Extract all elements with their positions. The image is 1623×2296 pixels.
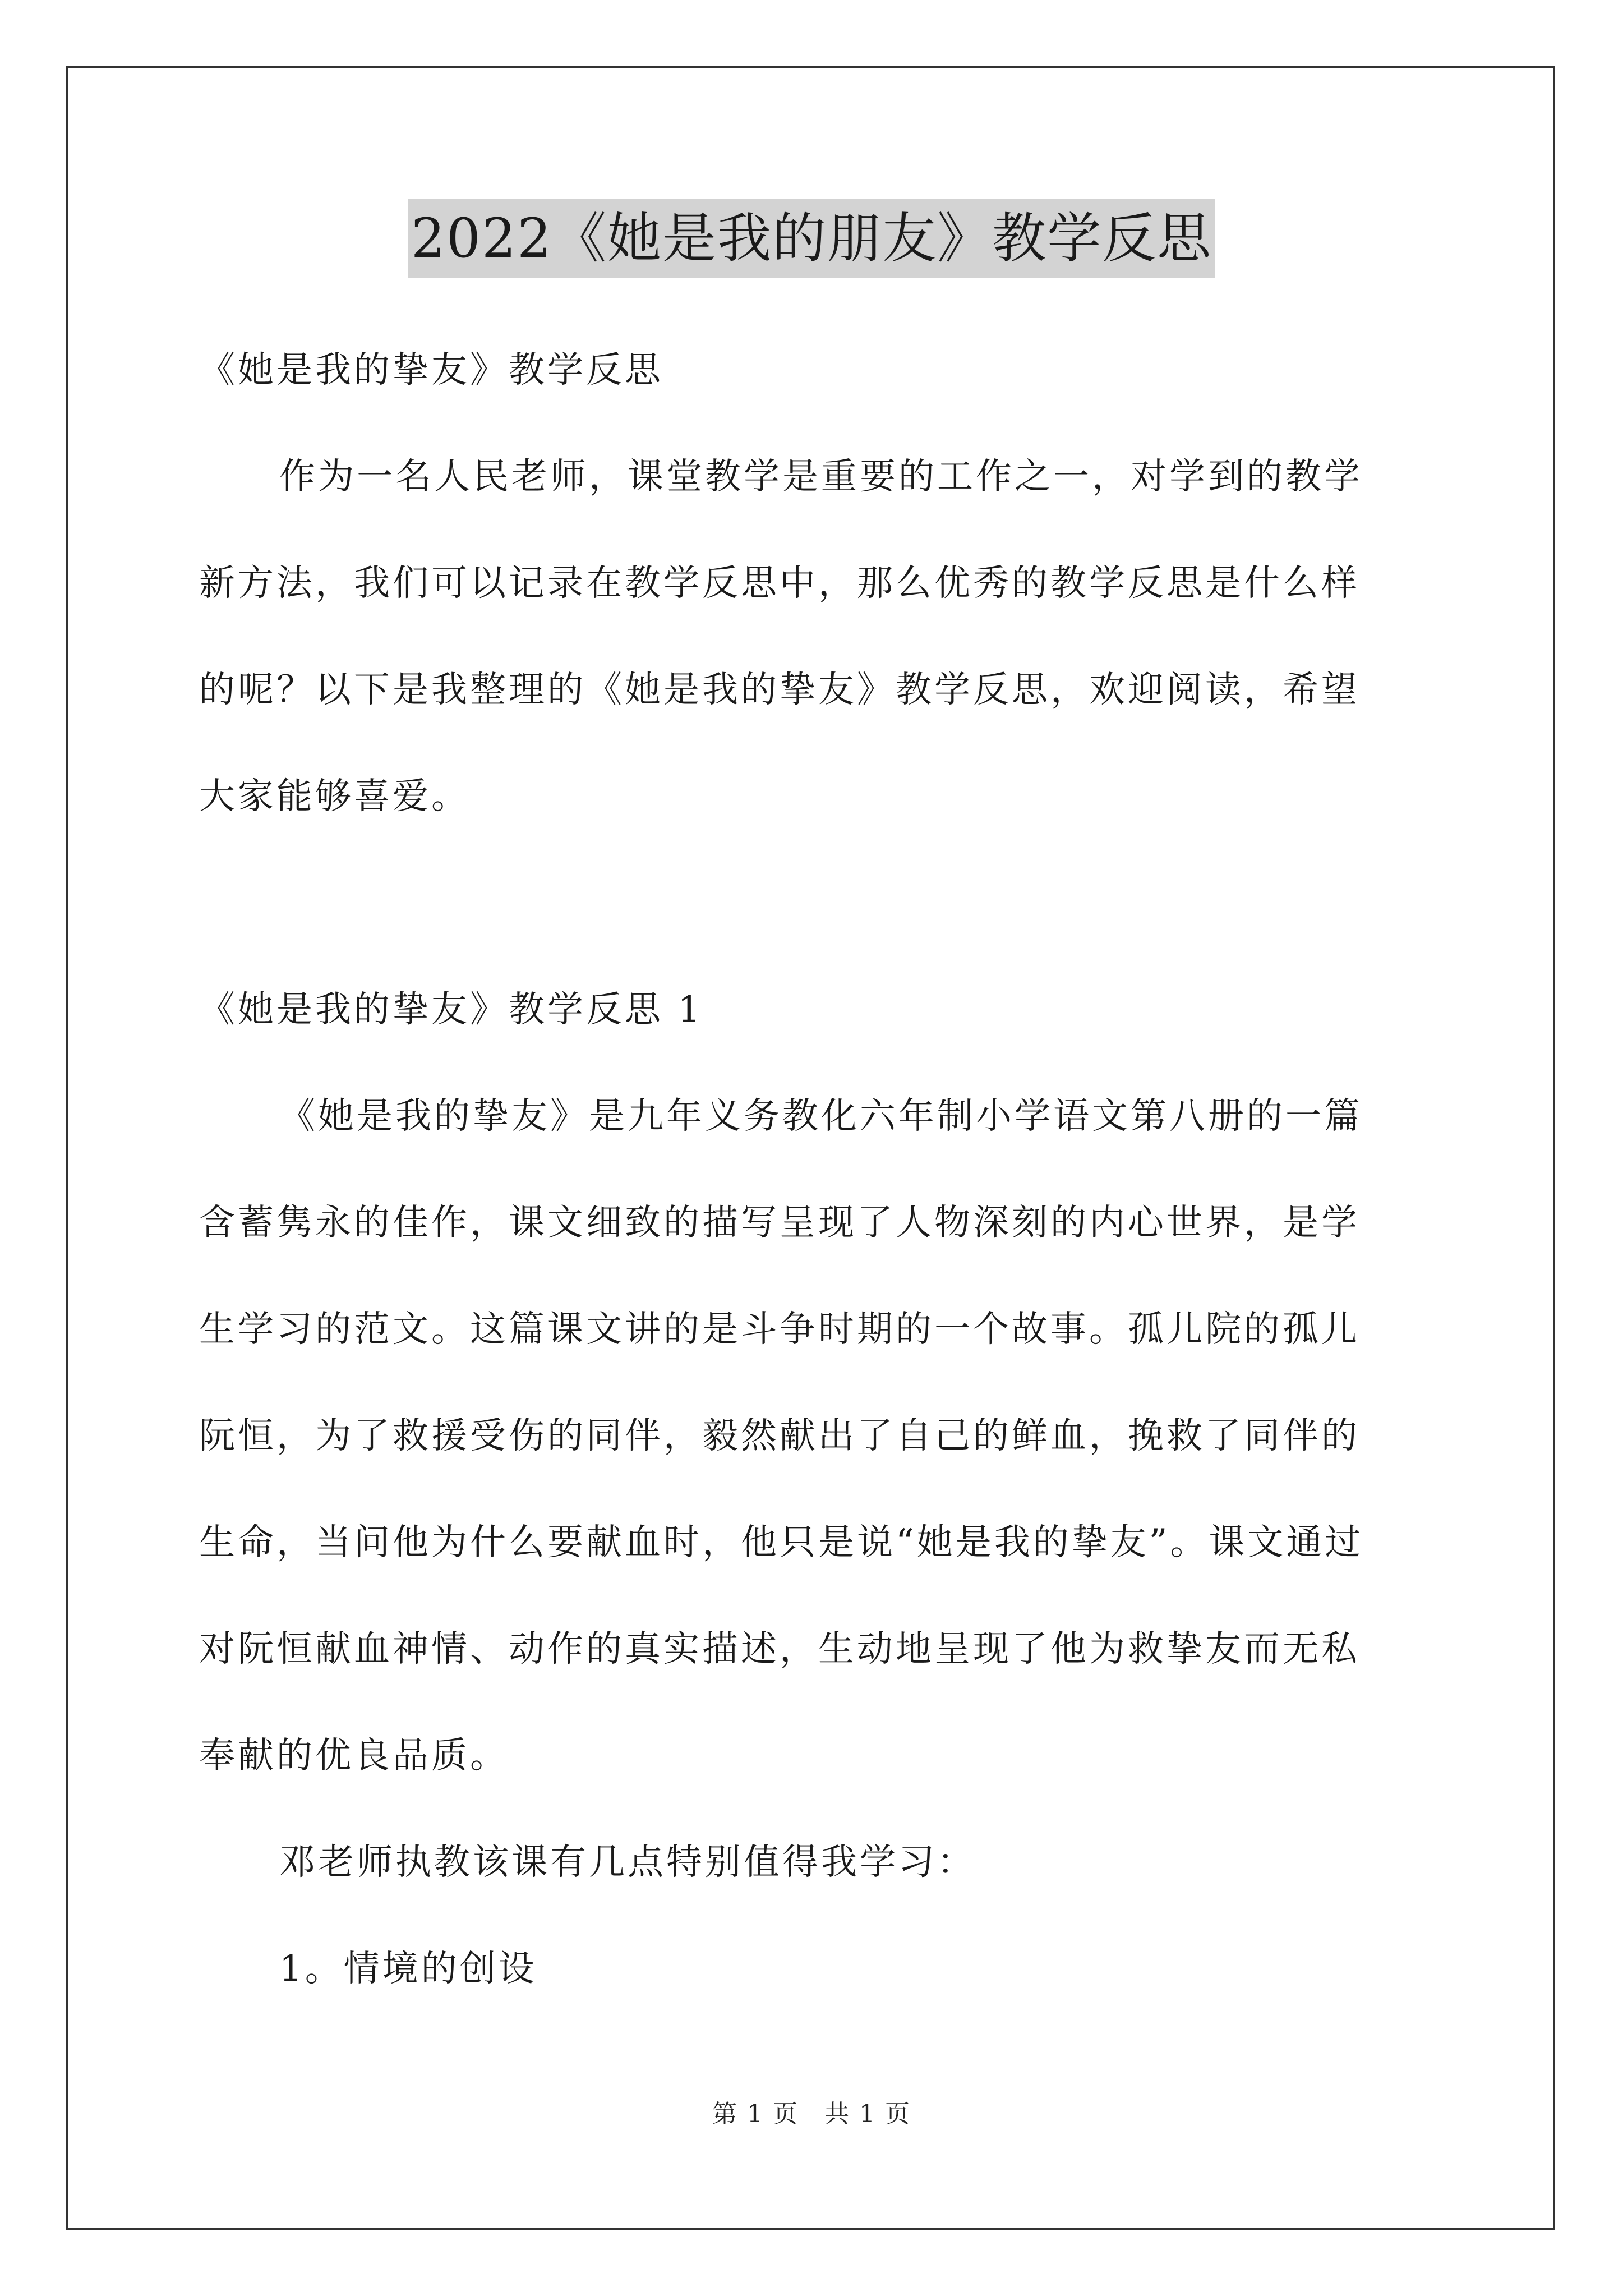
section-line-3: 生学习的范文。这篇课文讲的是斗争时期的一个故事。孤儿院的孤儿 (199, 1309, 1360, 1350)
section-line-7: 奉献的优良品质。 (199, 1735, 509, 1777)
title-container (0, 199, 1623, 278)
subtitle: 《她是我的挚友》教学反思 (199, 349, 663, 391)
teacher-note: 邓老师执教该课有几点特别值得我学习： (279, 1842, 976, 1883)
intro-line-2: 新方法，我们可以记录在教学反思中，那么优秀的教学反思是什么样 (199, 563, 1360, 604)
document-body (199, 317, 1433, 2022)
document-title: 2022《她是我的朋友》教学反思 (408, 199, 1215, 278)
page-footer: 第 1 页 共 1 页 (712, 2100, 911, 2128)
section-line-6: 对阮恒献血神情、动作的真实描述，生动地呈现了他为救挚友而无私 (199, 1628, 1360, 1670)
intro-line-1: 作为一名人民老师，课堂教学是重要的工作之一，对学到的教学 (279, 456, 1363, 498)
section-line-5: 生命，当问他为什么要献血时，他只是说“她是我的挚友”。课文通过 (199, 1522, 1364, 1563)
section-line-1: 《她是我的挚友》是九年义务教化六年制小学语文第八册的一篇 (279, 1096, 1363, 1137)
intro-line-3: 的呢？以下是我整理的《她是我的挚友》教学反思，欢迎阅读，希望 (199, 669, 1360, 711)
intro-line-4: 大家能够喜爱。 (199, 776, 470, 817)
point-1-heading: 1。情境的创设 (279, 1948, 537, 1990)
paragraph-gap (199, 850, 1433, 956)
section-line-4: 阮恒，为了救援受伤的同伴，毅然献出了自己的鲜血，挽救了同伴的 (199, 1415, 1360, 1457)
section-line-2: 含蓄隽永的佳作，课文细致的描写呈现了人物深刻的内心世界，是学 (199, 1202, 1360, 1244)
section-heading: 《她是我的挚友》教学反思 1 (199, 989, 704, 1030)
